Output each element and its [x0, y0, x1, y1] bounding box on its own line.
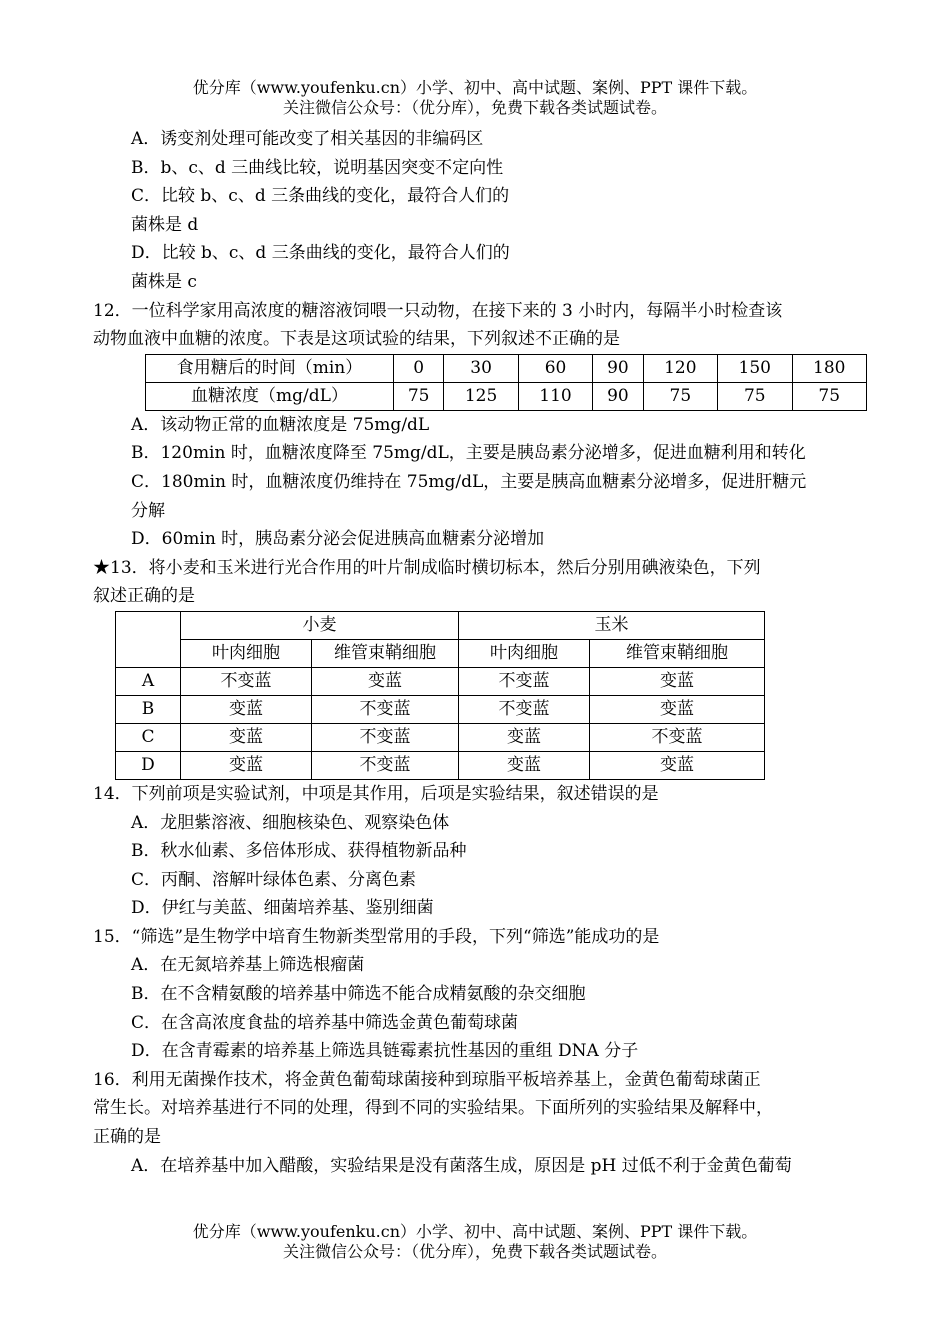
q16-stem-line-2: 常生长。对培养基进行不同的处理，得到不同的实验结果。下面所列的实验结果及解释中，: [93, 1098, 773, 1119]
row-label: C: [116, 723, 181, 751]
table-cell: 不变蓝: [312, 723, 459, 751]
table-cell: 125: [444, 382, 518, 410]
row-label: A: [116, 667, 181, 695]
q14-option-c: C．丙酮、溶解叶绿体色素、分离色素: [131, 869, 417, 890]
question-11-options: [93, 125, 868, 297]
q16-stem-line-1: 16．利用无菌操作技术，将金黄色葡萄球菌接种到琼脂平板培养基上，金黄色葡萄球菌正: [93, 1069, 761, 1090]
row-label: D: [116, 751, 181, 779]
table-cell: 60: [518, 354, 592, 382]
table-cell: 不变蓝: [181, 667, 312, 695]
table-cell: 不变蓝: [590, 723, 765, 751]
question-16: [93, 1066, 868, 1180]
table-cell: 75: [718, 382, 792, 410]
column-header: 叶肉细胞: [459, 639, 590, 667]
header-line-2: 关注微信公众号：（优分库），免费下载各类试题试卷。: [282, 98, 667, 117]
question-12: [93, 297, 868, 554]
iodine-staining-table: [115, 611, 765, 780]
table-cell: 变蓝: [590, 667, 765, 695]
q11-option-b: B．b、c、d 三曲线比较，说明基因突变不定向性: [131, 157, 504, 178]
table-row: [146, 382, 867, 410]
table-cell: 变蓝: [590, 695, 765, 723]
q11-option-c: C．比较 b、c、d 三条曲线的变化，最符合人们的: [131, 186, 510, 207]
page-header: [0, 78, 950, 118]
q16-stem-line-3: 正确的是: [93, 1127, 161, 1148]
table-row: [116, 695, 765, 723]
column-header: 维管束鞘细胞: [590, 639, 765, 667]
q15-option-b: B．在不含精氨酸的培养基中筛选不能合成精氨酸的杂交细胞: [131, 984, 586, 1005]
q14-stem: 14．下列前项是实验试剂，中项是其作用，后项是实验结果，叙述错误的是: [93, 783, 659, 804]
table-row: [116, 639, 765, 667]
q16-option-a: A．在培养基中加入醋酸，实验结果是没有菌落生成，原因是 pH 过低不利于金黄色葡萄: [131, 1155, 792, 1176]
table-row: [146, 354, 867, 382]
q14-option-d: D．伊红与美蓝、细菌培养基、鉴别细菌: [131, 898, 434, 919]
q12-option-a: A．该动物正常的血糖浓度是 75mg/dL: [131, 414, 430, 435]
table-cell: 110: [518, 382, 592, 410]
table-cell: 变蓝: [590, 751, 765, 779]
corner-cell: [116, 611, 181, 667]
table-cell: 180: [792, 354, 867, 382]
q14-option-a: A．龙胆紫溶液、细胞核染色、观察染色体: [131, 812, 450, 833]
table-cell: 75: [792, 382, 867, 410]
table-row: [116, 751, 765, 779]
q11-option-a: A．诱变剂处理可能改变了相关基因的非编码区: [131, 129, 484, 149]
table-cell: 120: [643, 354, 717, 382]
row-label-concentration: 血糖浓度（mg/dL）: [146, 382, 394, 410]
table-cell: 不变蓝: [459, 695, 590, 723]
table-row: [116, 667, 765, 695]
q15-option-c: C．在含高浓度食盐的培养基中筛选金黄色葡萄球菌: [131, 1012, 519, 1033]
footer-line-2: 关注微信公众号：（优分库），免费下载各类试题试卷。: [282, 1242, 667, 1261]
q15-option-d: D．在含青霉素的培养基上筛选具链霉素抗性基因的重组 DNA 分子: [131, 1041, 639, 1062]
row-label: B: [116, 695, 181, 723]
header-line-1: 优分库（www.youfenku.cn）小学、初中、高中试题、案例、PPT 课件下载。: [192, 78, 758, 97]
q14-option-b: B．秋水仙素、多倍体形成、获得植物新品种: [131, 841, 467, 862]
table-cell: 变蓝: [181, 695, 312, 723]
page-footer: [0, 1222, 950, 1262]
q11-option-d: D．比较 b、c、d 三条曲线的变化，最符合人们的: [131, 243, 510, 264]
column-header: 叶肉细胞: [181, 639, 312, 667]
q12-option-b: B．120min 时，血糖浓度降至 75mg/dL，主要是胰岛素分泌增多，促进血糖利用和转化: [131, 443, 806, 464]
row-label-time: 食用糖后的时间（min）: [146, 354, 394, 382]
q12-option-c: C．180min 时，血糖浓度仍维持在 75mg/dL，主要是胰高血糖素分泌增多，促进肝糖元: [131, 471, 807, 492]
table-cell: 变蓝: [459, 751, 590, 779]
table-cell: 变蓝: [312, 667, 459, 695]
table-cell: 150: [718, 354, 792, 382]
q12-stem-line-1: 12．一位科学家用高浓度的糖溶液饲喂一只动物，在接下来的 3 小时内，每隔半小时检查该: [93, 300, 783, 321]
column-header: 维管束鞘细胞: [312, 639, 459, 667]
table-cell: 不变蓝: [312, 695, 459, 723]
group-header-wheat: 小麦: [181, 611, 459, 639]
blood-sugar-table: [145, 354, 867, 411]
table-cell: 不变蓝: [459, 667, 590, 695]
table-cell: 90: [593, 382, 643, 410]
q15-stem: 15．“筛选”是生物学中培育生物新类型常用的手段，下列“筛选”能成功的是: [93, 926, 660, 947]
table-cell: 变蓝: [459, 723, 590, 751]
q12-option-d: D．60min 时，胰岛素分泌会促进胰高血糖素分泌增加: [131, 529, 545, 550]
q13-stem-line-1: ★13．将小麦和玉米进行光合作用的叶片制成临时横切标本，然后分别用碘液染色，下列: [93, 557, 761, 578]
question-14: [93, 780, 868, 923]
q15-option-a: A．在无氮培养基上筛选根瘤菌: [131, 955, 365, 976]
group-header-corn: 玉米: [459, 611, 765, 639]
table-cell: 不变蓝: [312, 751, 459, 779]
table-cell: 30: [444, 354, 518, 382]
q13-stem-line-2: 叙述正确的是: [93, 586, 195, 607]
q12-stem-line-2: 动物血液中血糖的浓度。下表是这项试验的结果，下列叙述不正确的是: [93, 329, 620, 350]
document-body: [93, 125, 868, 1180]
q12-option-c-cont: 分解: [131, 500, 165, 521]
q11-option-d-cont: 菌株是 c: [131, 271, 197, 292]
table-cell: 0: [394, 354, 444, 382]
footer-line-1: 优分库（www.youfenku.cn）小学、初中、高中试题、案例、PPT 课件下载。: [192, 1222, 758, 1241]
table-cell: 75: [643, 382, 717, 410]
question-15: [93, 923, 868, 1066]
table-cell: 变蓝: [181, 751, 312, 779]
table-cell: 90: [593, 354, 643, 382]
table-cell: 变蓝: [181, 723, 312, 751]
table-cell: 75: [394, 382, 444, 410]
table-row: [116, 723, 765, 751]
table-row: [116, 611, 765, 639]
q11-option-c-cont: 菌株是 d: [131, 214, 199, 235]
question-13: [93, 554, 868, 780]
